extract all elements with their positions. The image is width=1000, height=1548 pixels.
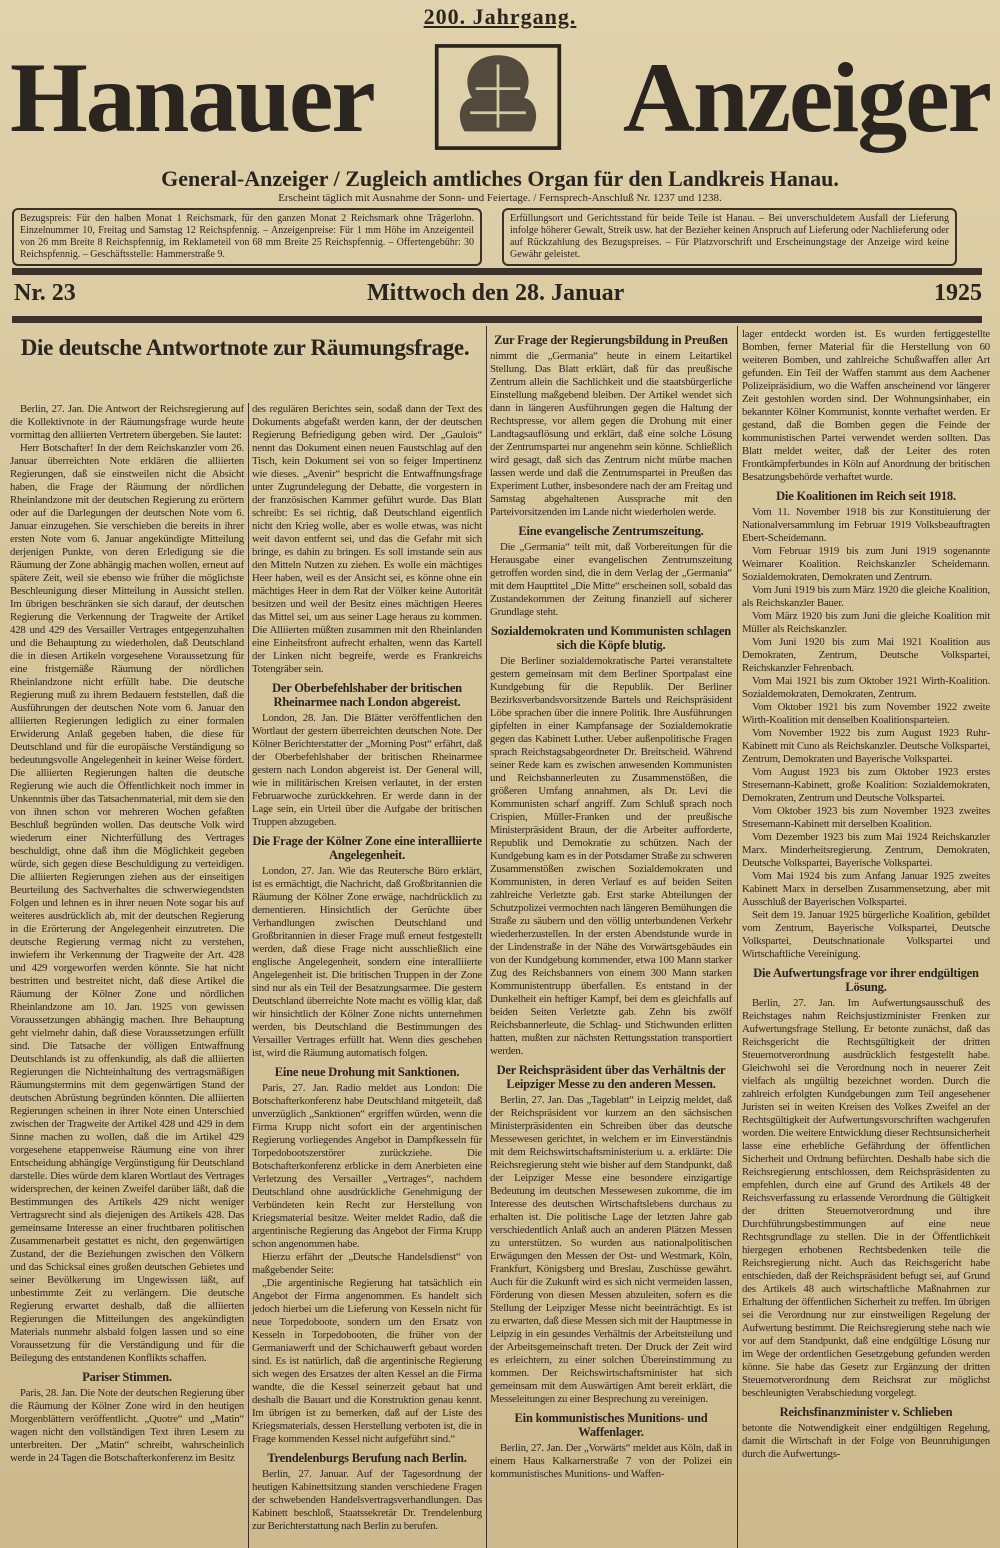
- column-divider: [248, 403, 249, 1548]
- article-paragraph: Vom Mai 1924 bis zum Anfang Januar 1925 zweites Kabinett Marx in derselben Zusammensetzung, aber mit Ausschluß der Bayerischen Volkspartei.: [742, 870, 990, 908]
- column-1: [10, 403, 244, 1465]
- article-heading: Eine neue Drohung mit Sanktionen.: [274, 1065, 460, 1079]
- masthead-title-left: Hanauer: [10, 41, 374, 153]
- article-paragraph: Vom November 1922 bis zum August 1923 Ruhr-Kabinett mit Cuno als Reichskanzler. Deutsche Volkspartei, Zentrum, Demokraten und Bayerische Volkspartei.: [742, 727, 990, 765]
- article-heading: Die Aufwertungsfrage vor ihrer endgültigen Lösung.: [753, 966, 979, 994]
- article-paragraph: Vom Dezember 1923 bis zum Mai 1924 Reichskanzler Marx. Minderheitsregierung. Zentrum, Demokraten, Deutsche Volkspartei, Bayerische Volkspartei.: [742, 831, 990, 869]
- article-paragraph: London, 28. Jan. Die Blätter veröffentlichen den Wortlaut der gestern überreichten deutschen Note. Der Kölner Berichterstatter der „Morning Post“ erfährt, daß der Oberbefehlshaber der britischen Rheinarmee gestern nach London abgereist ist. Der General will, wie in militärischen Kreisen verlautet, in der ersten Februarwoche zurückkehren. Er werde dann in der Lage sein, ein Urteil über die Aufgabe der britischen Truppen abzugeben.: [252, 712, 482, 828]
- article-heading: Der Oberbefehlshaber der britischen Rheinarmee nach London abgereist.: [272, 681, 462, 709]
- divider-rule: [12, 316, 982, 323]
- article-paragraph: Seit dem 19. Januar 1925 bürgerliche Koalition, gebildet vom Zentrum, Bayerische Volkspartei, Deutsche Volkspartei, Deutschnationale Volkspartei und Wirtschaftliche Vereinigung.: [742, 909, 990, 960]
- article-heading: Die Koalitionen im Reich seit 1918.: [776, 489, 956, 503]
- article-paragraph: Vom Mai 1921 bis zum Oktober 1921 Wirth-Koalition. Sozialdemokraten, Demokraten, Zentrum.: [742, 675, 990, 700]
- legal-terms-box: Erfüllungsort und Gerichtsstand für beide Teile ist Hanau. – Bei unverschuldetem Ausfall der Lieferung infolge höherer Gewalt, Streik usw. hat der Bezieher keinen Anspruch auf Lieferung oder Nachlieferung oder auf Rückzahlung des Bezugspreises. – Für Platzvorschrift und Erscheinungstage der Anzeige wird keine Gewähr geleistet.: [502, 208, 957, 266]
- main-headline: Die deutsche Antwortnote zur Räumungsfrage.: [20, 335, 470, 360]
- masthead-subtitle: General-Anzeiger / Zugleich amtliches Organ für den Landkreis Hanau.: [161, 166, 839, 191]
- coat-of-arms-icon: [433, 41, 563, 153]
- masthead-subline: Erscheint täglich mit Ausnahme der Sonn- und Feiertage. / Fernsprech-Anschluß Nr. 1237 und 1238.: [278, 192, 722, 204]
- article-paragraph: Vom Juni 1920 bis zum Mai 1921 Koalition aus Demokraten, Zentrum, Deutsche Volkspartei, Reichskanzler Fehrenbach.: [742, 636, 990, 674]
- article-heading: Der Reichspräsident über das Verhältnis der Leipziger Messe zu den anderen Messen.: [496, 1063, 726, 1091]
- issue-number: Nr. 23: [14, 280, 76, 306]
- article-paragraph: Vom Juni 1919 bis zum März 1920 die gleiche Koalition, als Reichskanzler Bauer.: [742, 584, 990, 609]
- article-heading: Trendelenburgs Berufung nach Berlin.: [267, 1451, 467, 1465]
- article-paragraph: Herr Botschafter! In der dem Reichskanzler vom 26. Januar überreichten Note erklären die alliierten Regierungen, daß sie einstweilen nicht die Absicht haben, die Frage der Räumung der nördlichen Rheinlandzone mit der deutschen Regierung zu erörtern oder auf die Darlegungen der deutschen Note vom 6. Januar einzugehen. Sie verschieben die bereits in ihrer ersten Note vom 6. Januar angekündigte Mitteilung derjenigen Punkte, von deren Erledigung sie die Räumung der Zone abhängig machen wollen, erneut auf spätere Zeit, weil sie ebenso wie früher die möglichste Beschleunigung dieser Mitteilung in Aussicht stellen. Im übrigen beschränken sie sich darauf, der deutschen Regierung die Verkennung der Tragweite der Artikel 428 und 429 des Versailler Vertrages entgegenzuhalten und die Behauptung zu wiederholen, daß Deutschland die in diesen Artikeln vorgesehene Voraussetzung für eine fristgemäße Räumung der nördlichen Rheinlandzone nicht erfüllt habe. Die deutsche Regierung muß zu ihrem Bedauern feststellen, daß die Ausführungen der deutschen Note vom 6. Januar den alliierten Regierungen lediglich zu einer formalen Erwiderung Anlaß gegeben haben, die diese für Deutschland und für die europäische Verständigung so bedeutungsvolle Angelegenheit in keiner Weise fördert. Die alliierten Regierungen halten die deutsche Regierung wie auch die Öffentlichkeit noch immer in Unkenntnis über das Tatsachenmaterial, mit dem sie den von ihnen schon vor mehreren Wochen gefaßten Beschluß begründen wollen. Das deutsche Volk wird wiederum einer Nichterfüllung des Vertrages beschuldigt, ohne daß ihm die Möglichkeit gegeben würde, sich gegen diese Beschuldigung zu verteidigen. Die alliierten Regierungen ziehen aus der einseitigen Beurteilung des Sachverhaltes die schwerwiegendsten Folgen und lehnen es in ihrer neuen Note sogar bis auf weiteres ausdrücklich ab, mit der deutschen Regierung in die Erörterung der Angelegenheit einzutreten. Die deutsche Regierung vermag nicht zu verstehen, inwiefern ihr Verkennung der Tragweite der Art. 428 und 429 vorgeworfen werden könnte. Sie hat nicht bestritten und bestreitet nicht, daß diese Artikel die Räumung der Kölner Zone und nördlichen Rheinlandzone am 10. Jan. 1925 von gewissen Voraussetzungen abhängig machen. Ihre Behauptung geht vielmehr dahin, daß diese Voraussetzungen erfüllt sind. Die Tatsache der völligen Entwaffnung Deutschlands ist zu offenkundig, als daß die alliierten Regierungen die Nichteinhaltung des vertragsmäßigen Räumungstermins mit dem gegenwärtigen Stand der deutschen Abrüstung begründen könnten. Die alliierten Regierungen scheinen in ihrer Note einen Unterschied zwischen der Tragweite der Artikel 428 und 429 in dem Sinne machen zu wollen, daß die im Artikel 429 vorgesehene etappenweise Räumung eine von ihrer Entscheidung abhängige Vergünstigung für Deutschland darstelle. Dies würde dem klaren Wortlaut des Vertrages widersprechen, der keinen Zweifel darüber läßt, daß die Bestimmungen des Artikels 429 nicht weniger Vertragsrecht sind als diejenigen des Artikels 428. Das gemeinsame Interesse an einer fruchtbaren politischen Zusammenarbeit gestattet es nicht, den gegenwärtigen Zustand, der die Beziehungen zwischen den Völkern und das Schicksal eines großen deutschen Gebietes und seiner Bevölkerung im Ungewissen läßt, auf unbestimmte Zeit zu verlängern. Die deutsche Regierung erwartet deshalb, daß die alliierten Regierungen die Mitteilungen des angekündigten Materials nunmehr alsbald folgen lassen und so eine Voraussetzung für die Verständigung und für die Beilegung des entstandenen Konflikts schaffen.: [10, 442, 244, 1364]
- subscription-price-box: Bezugspreis: Für den halben Monat 1 Reichsmark, für den ganzen Monat 2 Reichsmark ohne Trägerlohn. Einzelnummer 10, Freitag und Samstag 12 Reichspfennig. – Anzeigenpreise: Für 1 mm Höhe im Anzeigenteil von 26 mm Breite 8 Reichspfennig, im Reklameteil von 68 mm Breite 25 Reichspfennig. – Offertengebühr: 30 Reichspfennig. – Geschäftsstelle: Hammerstraße 9.: [12, 208, 482, 266]
- column-2: [252, 403, 482, 1533]
- column-divider: [486, 326, 487, 1548]
- article-paragraph: Vom Februar 1919 bis zum Juni 1919 sogenannte Weimarer Koalition. Reichskanzler Scheidemann. Sozialdemokraten, Demokraten und Zentrum.: [742, 545, 990, 583]
- article-paragraph: nimmt die „Germania“ heute in einem Leitartikel Stellung. Das Blatt erklärt, daß für das preußische Zentrum allein die Sachlichkeit und die staatsbürgerliche Einstellung maßgebend bleiben. Der Artikel wendet sich dann in längeren Ausführungen gegen die Haltung der Rechtspresse, vor allem gegen die Drohung mit einer Landtagsauflösung und erklärt, daß eine solche Lösung der Zentrumspartei nur angenehm sein könne. Schließlich wird gesagt, daß sich das Zentrum nicht mürbe machen lassen werde und daß die Zentrumspartei in Preußen das Experiment Luther, insbesondere nach der am Freitag und Samstag abgehaltenen Aussprache mit den Parteivorsitzenden im Lande nicht wiederholen werde.: [490, 350, 732, 518]
- article-paragraph: Berlin, 27. Jan. Im Aufwertungsausschuß des Reichstages nahm Reichsjustizminister Frenken zur Aufwertungsfrage Stellung. Er betonte zunächst, daß das Reichsgericht die Rechtsgültigkeit der dritten Steuernotverordnung ausdrücklich festgestellt habe. Gleichwohl sei die Verordnung noch in neuerer Zeit vielfach als ungültig bezeichnet worden. Durch die zahlreich erfolgten Kundgebungen zum Teil angesehener Juristen sei in weiten Kreisen des Volkes Zweifel an der Rechtsgültigkeit der Aufwertungsvorschriften wachgerufen worden. Die weitere Entwicklung dieser Rechtsunsicherheit lasse eine erhebliche Gefährdung der öffentlichen Sicherheit und Ordnung befürchten. Deshalb habe sich die Reichsregierung entschlossen, dem Reichspräsidenten zu empfehlen, durch eine auf Grund des Artikels 48 der Reichsverfassung zu erlassende Verordnung die Gültigkeit der dritten Steuernotverordnung und ihre Durchführungsbestimmungen auf eine neue Rechtsgrundlage zu stellen. Die in der Öffentlichkeit hiergegen erhobenen Rechtsbedenken teile die Reichsregierung nicht. Auch das Reichsgericht habe entschieden, daß der Reichspräsident befugt sei, auf Grund des Artikels 48 auch wirtschaftliche Maßnahmen zur Erhaltung der öffentlichen Sicherheit zu treffen. Im übrigen sei die Verordnung nur zur einstweiligen Regelung der Aufwertung bestimmt. Die Reichsregierung stehe nach wie vor auf dem Standpunkt, daß eine endgültige Lösung nur im Wege der ordentlichen Gesetzgebung gefunden werden könne. Sie habe das Gesetz zur Ergänzung der dritten Steuernotverordnung dem Reichsrat zur möglichst beschleunigten Verabschiedung vorgelegt.: [742, 997, 990, 1399]
- article-heading: Ein kommunistisches Munitions- und Waffenlager.: [514, 1411, 708, 1439]
- issue-bar: [12, 280, 982, 312]
- article-paragraph: Berlin, 27. Jan. Das „Tageblatt“ in Leipzig meldet, daß der Reichspräsident vor kurzem an den sächsischen Ministerpräsidenten ein Schreiben über das deutsche Messewesen gerichtet, in welchem er im Einverständnis mit dem Reichswirtschaftsministerium u. a. erklärte: Die Reichsregierung steht wie bisher auf dem Standpunkt, daß der Leipziger Messe eine besondere einzigartige Bedeutung im deutschen Messewesen zukomme, die im Interesse des deutschen Wirtschaftslebens durchaus zu erhalten ist. Die politische Lage der letzten Jahre gab verschiedentlich Anlaß auch an anderen Plätzen Messen zu unterstützen. So wurden aus nationalpolitischen Erwägungen den Messen der Ost- und Westmark, Köln, Frankfurt, Königsberg und Breslau, Zuschüsse gewährt. Auch für die Zukunft wird es sich nicht vermeiden lassen, Förderung von diesen Messen abzuleiten, sofern es die Stellung der Leipziger Messe nicht beeinträchtigt. Es ist zu erwarten, daß diese Messen sich mit der Hauptmesse in Leipzig in ein gesundes Verhältnis der Arbeitsteilung und der Arbeitsgemeinschaft treten. Der Druck der Zeit wird es erleichtern, zu einer solchen Übereinstimmung zu kommen. Der Reichswirtschaftsminister hat sich gemeinsam mit dem Auswärtigen Amt bereit erklärt, die Messeleitungen zu einer Besprechung zu vereinigen.: [490, 1094, 732, 1405]
- masthead: [10, 32, 990, 162]
- article-heading: Eine evangelische Zentrumszeitung.: [518, 524, 704, 538]
- article-heading: Sozialdemokraten und Kommunisten schlagen sich die Köpfe blutig.: [490, 624, 732, 652]
- article-heading: Zur Frage der Regierungsbildung in Preußen: [494, 333, 728, 347]
- article-paragraph: Paris, 28. Jan. Die Note der deutschen Regierung über die Räumung der Kölner Zone wird in den heutigen Morgenblättern veröffentlicht. „Quotre“ und „Matin“ wagen nicht den vollständigen Text ihren Lesern zu unterbreiten. Der „Matin“ schreibt, wahrscheinlich werde in 24 Tagen die Botschafterkonferenz im Besitz: [10, 1387, 244, 1464]
- article-paragraph: Vom Oktober 1923 bis zum November 1923 zweites Stresemann-Kabinett mit derselben Koalition.: [742, 805, 990, 830]
- article-paragraph: Berlin, 27. Jan. Die Antwort der Reichsregierung auf die Kollektivnote in der Räumungsfrage wurde heute vormittag den alliierten Vertretern übergeben. Sie lautet:: [10, 403, 244, 441]
- issue-year: 1925: [934, 280, 982, 306]
- article-paragraph: „Die argentinische Regierung hat tatsächlich ein Angebot der Firma angenommen. Es handelt sich jedoch hierbei um die Lieferung von Kesseln nicht für neue Torpedoboote, sondern um den Ersatz von Kesseln in Torpedobooten, die früher von der Germaniawerft und der Schichauwerft gebaut worden sind. Es ist natürlich, daß die argentinische Regierung sich wegen des Ersatzes der alten Kessel an die Firma wandte, die die Kessel seinerzeit gebaut hat und deshalb die Bauart und die Konstruktion genau kennt. Im übrigen ist zu bemerken, daß auf der Liste des Kriegsmaterials, dessen Herstellung verboten ist, die in Frage kommenden Kessel nicht aufgeführt sind.“: [252, 1277, 482, 1445]
- article-paragraph: Vom 11. November 1918 bis zur Konstituierung der Nationalversammlung im Februar 1919 Volksbeauftragten Ebert-Scheidemann.: [742, 506, 990, 544]
- article-paragraph: Die Berliner sozialdemokratische Partei veranstaltete gestern gemeinsam mit dem Berliner Sportpalast eine Kundgebung für die Republik. Der Berliner Bezirksverbandsvorsitzende Bartels und Reichspräsident Löbe sprachen über die innere Politik. Ihre Ausführungen gipfelten in einer Kampfansage der Sozialdemokratie gegen das Kabinett Luther. Ueber außenpolitische Fragen sprach Reichstagsabgeordneter Dr. Breitscheid. Während seiner Rede kam es zwischen anwesenden Kommunisten und Reichsbannerleuten zu Zusammenstößen, die größeren Umfang annahmen, als Dr. Levi die Kommunisten scharf angriff. Zum Schluß sprach noch Crispien, Müller-Franken und der preußische Ministerpräsident Braun, der die Arbeiter aufforderte, Republik und Demokratie zu schützen. Nach der Kundgebung kam es in der Potsdamer Straße zu schweren Zusammenstößen zwischen Sozialdemokraten und Kommunisten, in deren Verlauf es auf beiden Seiten zahlreiche Verletzte gab. Erst starke Abteilungen der Schutzpolizei vermochten nach längeren Bemühungen die Straße zu säubern und den völlig unterbundenen Verkehr wiederherzustellen. In der ersten Abendstunde wurde in der Lindenstraße in der Nähe des Vorwärtsgebäudes ein von der Kundgebung kommender, etwa 100 Mann starker Zug des Reichsbanners von einem 300 Mann starken Kommunistentrupp überfallen. Es entstand in der Dunkelheit ein heftiger Kampf, bei dem es gleichfalls auf beiden Seiten Verletzte gab. Zehn bis zwölf Reichsbannerleute, die Schlag- und Stichwunden erlitten hatten, mußten zur nächsten Rettungsstation transportiert werden.: [490, 655, 732, 1057]
- article-paragraph: Vom März 1920 bis zum Juni die gleiche Koalition mit Müller als Reichskanzler.: [742, 610, 990, 635]
- masthead-title-right: Anzeiger: [622, 41, 990, 153]
- article-paragraph: Vom August 1923 bis zum Oktober 1923 erstes Stresemann-Kabinett, große Koalition: Sozialdemokraten, Demokraten, Zentrum und Deutsche Volkspartei.: [742, 766, 990, 804]
- article-paragraph: des regulären Berichtes sein, sodaß dann der Text des Dokuments abgefaßt werden kann, der der deutschen Regierung Befriedigung geben wird. Der „Gaulois“ nennt das Dokument einen neuen Faustschlag auf den Tisch, kein Dokument sei von so feiger Impertinenz wie dieses. „Avenir“ bespricht die Entwaffnungsfrage unter Zugrundelegung der Debatte, die vorgestern in der französischen Kammer geführt wurde. Das Blatt schreibt: Es sei richtig, daß Deutschland eigentlich nicht den Krieg wolle, aber es wolle etwas, was nicht weit davon entfernt sei, und das die Gefahr mit sich bringe, es dahin zu bringen. Es soll imstande sein aus den Mitteln Nutzen zu ziehen. Es wolle ein mächtiges Heer haben, weil es der Ansicht sei, es könne ohne ein mächtiges Heer in dem Rat der Völker keine Autorität besitzen und weil der Besitz eines mächtigen Heeres das Mittel sei, um aus seiner Lage heraus zu kommen. Die Alliierten müßten zusammen mit den Rheinlanden eine Einheitsfront aufrecht erhalten, wenn das Kartell der Linken nicht begreife, werde es Frankreichs Totengräber sein.: [252, 403, 482, 675]
- article-paragraph: betonte die Notwendigkeit einer endgültigen Regelung, damit die Wirtschaft in der Folge von Beunruhigungen durch die Aufwertungs-: [742, 1422, 990, 1460]
- article-paragraph: Hierzu erfährt der „Deutsche Handelsdienst“ von maßgebender Seite:: [252, 1251, 482, 1276]
- issue-date: Mittwoch den 28. Januar: [367, 280, 625, 306]
- column-4: [742, 328, 990, 1461]
- article-paragraph: London, 27. Jan. Wie das Reutersche Büro erklärt, ist es ermächtigt, die Nachricht, daß Großbritannien die Räumung der Kölner Zone erwäge, nachdrücklich zu dementieren. Hinsichtlich der Gerüchte über Verhandlungen zwischen Deutschland und Großbritannien in dieser Frage muß erneut festgestellt werden, daß diese Frage nicht ausschließlich eine englische Angelegenheit, sondern eine interalliierte Angelegenheit ist. Die britischen Truppen in der Zone sind nur als ein Teil der Besatzungsarmee. Die gestern Deutschland überreichte Note macht es völlig klar, daß wir hinsichtlich der Kölner Zone nichts unternehmen werden, bis Deutschland die Bestimmungen des Versailler Vertrages erfüllt hat. Wenn dies geschehen ist, wird die Räumung automatisch folgen.: [252, 865, 482, 1059]
- article-heading: Pariser Stimmen.: [82, 1370, 172, 1384]
- volume-line: 200. Jahrgang.: [423, 4, 577, 29]
- article-paragraph: Berlin, 27. Januar. Auf der Tagesordnung der heutigen Kabinettsitzung standen verschiedene Fragen der schwebenden Handelsvertragsverhandlungen. Das Kabinett beschloß, Staatssekretär Dr. Trendelenburg zur Berichterstattung nach Berlin zu berufen.: [252, 1468, 482, 1532]
- divider-rule: [12, 268, 982, 275]
- column-3: [490, 328, 732, 1481]
- article-paragraph: lager entdeckt worden ist. Es wurden fertiggestellte Bomben, ferner Material für die Herstellung von 60 weiteren Bomben, und zahlreiche Schußwaffen aller Art gefunden. Ein Teil der Waffen stammt aus dem Aachener Polizeipräsidium, wo die Waffen anscheinend vor längerer Zeit gestohlen worden sind. Der Wohnungsinhaber, ein bekannter Kölner Kommunist, konnte verhaftet werden. Er gestand, daß die Bomben gegen die Feinde der kommunistischen Partei verwendet werden sollten. Das Blatt meldet weiter, daß der Leiter des roten Frontkämpferbundes in Köln auf Anordnung der britischen Besatzungsbehörde verhaftet wurde.: [742, 328, 990, 483]
- article-paragraph: Paris, 27. Jan. Radio meldet aus London: Die Botschafterkonferenz habe Deutschland mitgeteilt, daß unverzüglich „Sanktionen“ ergriffen würden, wenn die Firma Krupp nicht sofort ein der argentinischen Regierung vorliegendes Angebot in Dampfkesseln für Torpedobootszerstörer zurückziehe. Die Botschafterkonferenz erblicke in dem Anerbieten eine Verletzung des Versailler „Vertrages“, nachdem Deutschland ohne ausdrückliche Genehmigung der Verbündeten kein Recht zur Herstellung von Kriegsmaterial besitze. Weiter meldet Radio, daß die argentinische Regierung das Angebot der Firma Krupp schon angenommen habe.: [252, 1082, 482, 1250]
- article-heading: Reichsfinanzminister v. Schlieben: [779, 1405, 953, 1419]
- article-heading: Die Frage der Kölner Zone eine interalliierte Angelegenheit.: [252, 834, 482, 862]
- article-paragraph: Vom Oktober 1921 bis zum November 1922 zweite Wirth-Koalition mit denselben Koalitionsparteien.: [742, 701, 990, 726]
- article-paragraph: Die „Germania“ teilt mit, daß Vorbereitungen für die Herausgabe einer evangelischen Zentrumszeitung getroffen worden sind, die in dem Verlag der „Germania“ mit dem Haupttitel „Die Mitte“ erscheinen soll, sobald das Zustandekommen der Zeitung finanziell auf sicherer Grundlage steht.: [490, 541, 732, 618]
- article-paragraph: Berlin, 27. Jan. Der „Vorwärts“ meldet aus Köln, daß in einem Haus Kalkarnerstraße 7 von der Polizei ein kommunistisches Munitions- und Waffen-: [490, 1442, 732, 1480]
- column-divider: [737, 326, 738, 1548]
